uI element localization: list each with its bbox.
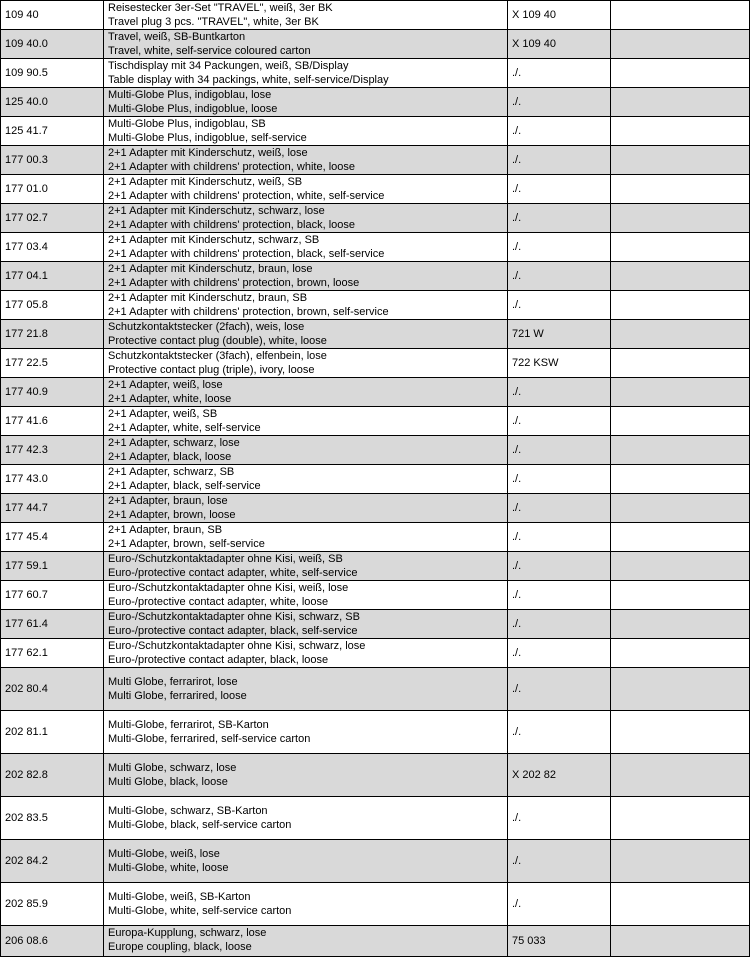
table-row	[1, 59, 750, 88]
reference-cell: ./.	[508, 581, 611, 610]
table-row	[1, 30, 750, 59]
table-row	[1, 291, 750, 320]
description-cell	[104, 711, 508, 754]
empty-cell	[611, 349, 750, 378]
table-row	[1, 262, 750, 291]
article-number-cell: 177 01.0	[1, 175, 104, 204]
description-english: Euro-/protective contact adapter, white, self-service	[108, 567, 358, 579]
article-number-cell: 109 40.0	[1, 30, 104, 59]
article-number-cell: 177 45.4	[1, 523, 104, 552]
table-row	[1, 639, 750, 668]
description-english: Multi-Globe Plus, indigoblue, loose	[108, 103, 278, 115]
description-german: 2+1 Adapter mit Kinderschutz, schwarz, SB	[108, 234, 320, 246]
reference-cell: ./.	[508, 117, 611, 146]
table-row	[1, 320, 750, 349]
reference-cell: X 202 82	[508, 754, 611, 797]
empty-cell	[611, 754, 750, 797]
description-cell	[104, 30, 508, 59]
reference-cell: ./.	[508, 840, 611, 883]
description-cell	[104, 581, 508, 610]
reference-cell: ./.	[508, 639, 611, 668]
description-cell	[104, 262, 508, 291]
reference-cell: ./.	[508, 88, 611, 117]
article-number-cell: 202 80.4	[1, 668, 104, 711]
empty-cell	[611, 610, 750, 639]
description-german: 2+1 Adapter, weiß, lose	[108, 379, 223, 391]
article-number-cell: 177 02.7	[1, 204, 104, 233]
description-english: Multi-Globe, white, loose	[108, 862, 229, 874]
empty-cell	[611, 552, 750, 581]
description-cell	[104, 610, 508, 639]
description-german: Travel, weiß, SB-Buntkarton	[108, 31, 246, 43]
table-row	[1, 378, 750, 407]
description-german: 2+1 Adapter, braun, lose	[108, 495, 228, 507]
reference-cell: ./.	[508, 668, 611, 711]
reference-cell: ./.	[508, 797, 611, 840]
description-english: Multi Globe, black, loose	[108, 776, 228, 788]
article-number-cell: 177 03.4	[1, 233, 104, 262]
reference-cell: ./.	[508, 465, 611, 494]
reference-cell: ./.	[508, 883, 611, 926]
description-cell	[104, 523, 508, 552]
description-cell	[104, 204, 508, 233]
article-number-cell: 202 83.5	[1, 797, 104, 840]
description-cell	[104, 1, 508, 30]
table-row	[1, 146, 750, 175]
empty-cell	[611, 840, 750, 883]
reference-cell: ./.	[508, 146, 611, 175]
empty-cell	[611, 233, 750, 262]
description-german: Multi Globe, ferrarirot, lose	[108, 676, 238, 688]
article-number-cell: 177 41.6	[1, 407, 104, 436]
table-row	[1, 754, 750, 797]
reference-cell: ./.	[508, 262, 611, 291]
empty-cell	[611, 407, 750, 436]
description-german: Multi-Globe, ferrarirot, SB-Karton	[108, 719, 269, 731]
description-german: Euro-/Schutzkontaktadapter ohne Kisi, schwarz, SB	[108, 611, 360, 623]
reference-cell: ./.	[508, 407, 611, 436]
description-english: Europe coupling, black, loose	[108, 941, 252, 953]
article-number-cell: 177 42.3	[1, 436, 104, 465]
description-german: Multi-Globe, weiß, lose	[108, 848, 220, 860]
empty-cell	[611, 711, 750, 754]
description-cell	[104, 88, 508, 117]
reference-cell: ./.	[508, 204, 611, 233]
description-german: 2+1 Adapter, schwarz, lose	[108, 437, 240, 449]
description-english: 2+1 Adapter, black, loose	[108, 451, 232, 463]
article-number-cell: 177 60.7	[1, 581, 104, 610]
article-number-cell: 109 90.5	[1, 59, 104, 88]
table-row	[1, 175, 750, 204]
description-german: Schutzkontaktstecker (2fach), weis, lose	[108, 321, 305, 333]
article-number-cell: 125 41.7	[1, 117, 104, 146]
description-german: Multi-Globe Plus, indigoblau, lose	[108, 89, 272, 101]
description-german: 2+1 Adapter mit Kinderschutz, weiß, lose	[108, 147, 308, 159]
empty-cell	[611, 291, 750, 320]
empty-cell	[611, 797, 750, 840]
article-number-cell: 177 62.1	[1, 639, 104, 668]
empty-cell	[611, 523, 750, 552]
description-english: 2+1 Adapter with childrens' protection, brown, loose	[108, 277, 360, 289]
empty-cell	[611, 146, 750, 175]
table-row	[1, 465, 750, 494]
description-english: Protective contact plug (double), white, loose	[108, 335, 327, 347]
empty-cell	[611, 436, 750, 465]
description-cell	[104, 639, 508, 668]
reference-cell: 721 W	[508, 320, 611, 349]
article-number-cell: 202 84.2	[1, 840, 104, 883]
description-german: Euro-/Schutzkontaktadapter ohne Kisi, schwarz, lose	[108, 640, 366, 652]
description-cell	[104, 883, 508, 926]
description-cell	[104, 926, 508, 957]
description-english: Multi-Globe Plus, indigoblue, self-service	[108, 132, 307, 144]
empty-cell	[611, 175, 750, 204]
description-german: 2+1 Adapter, braun, SB	[108, 524, 223, 536]
table-row	[1, 233, 750, 262]
description-cell	[104, 465, 508, 494]
description-german: 2+1 Adapter mit Kinderschutz, weiß, SB	[108, 176, 303, 188]
reference-cell: ./.	[508, 59, 611, 88]
reference-cell: ./.	[508, 233, 611, 262]
empty-cell	[611, 639, 750, 668]
description-cell	[104, 291, 508, 320]
table-row	[1, 552, 750, 581]
description-cell	[104, 436, 508, 465]
description-german: Reisestecker 3er-Set "TRAVEL", weiß, 3er BK	[108, 2, 333, 14]
description-english: Multi-Globe, ferrarired, self-service carton	[108, 733, 311, 745]
description-cell	[104, 754, 508, 797]
description-english: 2+1 Adapter with childrens' protection, black, loose	[108, 219, 355, 231]
article-number-cell: 202 82.8	[1, 754, 104, 797]
article-number-cell: 109 40	[1, 1, 104, 30]
description-german: Tischdisplay mit 34 Packungen, weiß, SB/Display	[108, 60, 349, 72]
description-german: Euro-/Schutzkontaktadapter ohne Kisi, weiß, SB	[108, 553, 343, 565]
empty-cell	[611, 494, 750, 523]
reference-cell: X 109 40	[508, 1, 611, 30]
table-row	[1, 436, 750, 465]
empty-cell	[611, 30, 750, 59]
empty-cell	[611, 668, 750, 711]
table-row	[1, 668, 750, 711]
empty-cell	[611, 320, 750, 349]
article-number-cell: 177 61.4	[1, 610, 104, 639]
description-cell	[104, 233, 508, 262]
reference-cell: ./.	[508, 175, 611, 204]
description-english: Protective contact plug (triple), ivory, loose	[108, 364, 315, 376]
reference-cell: ./.	[508, 291, 611, 320]
description-german: Europa-Kupplung, schwarz, lose	[108, 927, 267, 939]
description-cell	[104, 146, 508, 175]
reference-cell: 75 033	[508, 926, 611, 957]
article-number-cell: 177 00.3	[1, 146, 104, 175]
description-german: 2+1 Adapter mit Kinderschutz, braun, lose	[108, 263, 313, 275]
article-number-cell: 206 08.6	[1, 926, 104, 957]
table-row	[1, 117, 750, 146]
description-cell	[104, 59, 508, 88]
article-number-cell: 125 40.0	[1, 88, 104, 117]
description-cell	[104, 117, 508, 146]
empty-cell	[611, 1, 750, 30]
description-german: Schutzkontaktstecker (3fach), elfenbein, lose	[108, 350, 327, 362]
empty-cell	[611, 59, 750, 88]
description-german: 2+1 Adapter mit Kinderschutz, braun, SB	[108, 292, 308, 304]
description-german: Multi-Globe Plus, indigoblau, SB	[108, 118, 266, 130]
empty-cell	[611, 378, 750, 407]
article-number-cell: 177 40.9	[1, 378, 104, 407]
description-english: 2+1 Adapter with childrens' protection, black, self-service	[108, 248, 385, 260]
reference-cell: ./.	[508, 436, 611, 465]
description-english: 2+1 Adapter, brown, self-service	[108, 538, 265, 550]
table-row	[1, 840, 750, 883]
table-row	[1, 797, 750, 840]
description-english: Euro-/protective contact adapter, white, loose	[108, 596, 329, 608]
description-english: Travel plug 3 pcs. "TRAVEL", white, 3er BK	[108, 16, 319, 28]
table-row	[1, 883, 750, 926]
table-row	[1, 1, 750, 30]
reference-cell: ./.	[508, 378, 611, 407]
description-english: 2+1 Adapter with childrens' protection, white, loose	[108, 161, 355, 173]
description-german: Multi Globe, schwarz, lose	[108, 762, 237, 774]
description-german: Multi-Globe, schwarz, SB-Karton	[108, 805, 268, 817]
description-german: 2+1 Adapter, schwarz, SB	[108, 466, 235, 478]
empty-cell	[611, 926, 750, 957]
article-number-cell: 177 04.1	[1, 262, 104, 291]
table-row	[1, 610, 750, 639]
article-number-cell: 177 44.7	[1, 494, 104, 523]
description-cell	[104, 840, 508, 883]
description-english: 2+1 Adapter, white, self-service	[108, 422, 261, 434]
reference-cell: ./.	[508, 711, 611, 754]
table-row	[1, 523, 750, 552]
article-number-cell: 177 43.0	[1, 465, 104, 494]
description-cell	[104, 552, 508, 581]
article-number-cell: 202 85.9	[1, 883, 104, 926]
empty-cell	[611, 117, 750, 146]
description-german: 2+1 Adapter, weiß, SB	[108, 408, 218, 420]
description-cell	[104, 668, 508, 711]
empty-cell	[611, 883, 750, 926]
description-english: 2+1 Adapter with childrens' protection, white, self-service	[108, 190, 385, 202]
description-german: 2+1 Adapter mit Kinderschutz, schwarz, lose	[108, 205, 325, 217]
article-number-cell: 177 05.8	[1, 291, 104, 320]
table-row	[1, 494, 750, 523]
table-row	[1, 204, 750, 233]
description-cell	[104, 175, 508, 204]
empty-cell	[611, 204, 750, 233]
empty-cell	[611, 262, 750, 291]
description-cell	[104, 349, 508, 378]
reference-cell: ./.	[508, 552, 611, 581]
reference-cell: 722 KSW	[508, 349, 611, 378]
reference-cell: ./.	[508, 610, 611, 639]
empty-cell	[611, 88, 750, 117]
reference-cell: ./.	[508, 494, 611, 523]
article-number-cell: 202 81.1	[1, 711, 104, 754]
table-row	[1, 349, 750, 378]
article-number-cell: 177 21.8	[1, 320, 104, 349]
product-table-body	[1, 1, 750, 957]
description-english: Multi-Globe, black, self-service carton	[108, 819, 292, 831]
description-german: Euro-/Schutzkontaktadapter ohne Kisi, weiß, lose	[108, 582, 349, 594]
description-english: Euro-/protective contact adapter, black, self-service	[108, 625, 358, 637]
article-number-cell: 177 22.5	[1, 349, 104, 378]
description-german: Multi-Globe, weiß, SB-Karton	[108, 891, 251, 903]
table-row	[1, 711, 750, 754]
description-english: Euro-/protective contact adapter, black, loose	[108, 654, 329, 666]
description-cell	[104, 797, 508, 840]
article-number-cell: 177 59.1	[1, 552, 104, 581]
table-row	[1, 407, 750, 436]
description-cell	[104, 378, 508, 407]
description-cell	[104, 494, 508, 523]
reference-cell: ./.	[508, 523, 611, 552]
description-english: Multi Globe, ferrarired, loose	[108, 690, 247, 702]
description-english: 2+1 Adapter with childrens' protection, brown, self-service	[108, 306, 389, 318]
description-english: Multi-Globe, white, self-service carton	[108, 905, 292, 917]
description-english: 2+1 Adapter, white, loose	[108, 393, 232, 405]
table-row	[1, 88, 750, 117]
description-english: 2+1 Adapter, brown, loose	[108, 509, 236, 521]
table-row	[1, 926, 750, 957]
description-cell	[104, 407, 508, 436]
description-english: Travel, white, self-service coloured carton	[108, 45, 311, 57]
description-cell	[104, 320, 508, 349]
empty-cell	[611, 465, 750, 494]
reference-cell: X 109 40	[508, 30, 611, 59]
description-english: Table display with 34 packings, white, self-service/Display	[108, 74, 389, 86]
description-english: 2+1 Adapter, black, self-service	[108, 480, 261, 492]
table-row	[1, 581, 750, 610]
empty-cell	[611, 581, 750, 610]
